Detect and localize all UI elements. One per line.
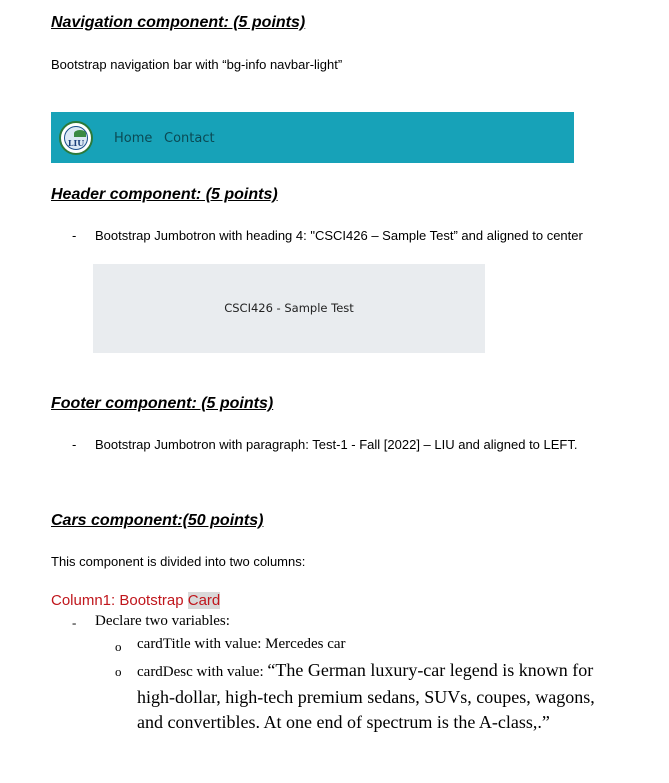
card-highlight: Card (187, 592, 221, 609)
circle-bullet: o (115, 664, 122, 679)
cars-description: This component is divided into two columns: (51, 554, 306, 569)
dash-bullet: - (72, 228, 77, 243)
dash-bullet: - (72, 615, 77, 630)
jumbotron-title: CSCI426 - Sample Test (224, 301, 354, 315)
liu-logo-icon: LIU (59, 121, 93, 155)
navigation-heading: Navigation component: (5 points) (51, 14, 306, 31)
navbar-screenshot (51, 112, 574, 163)
column1-title: Column1: Bootstrap Card (51, 592, 221, 609)
header-bullet-text: Bootstrap Jumbotron with heading 4: "CSCI426 – Sample Test” and aligned to center (95, 228, 583, 243)
footer-heading: Footer component: (5 points) (51, 395, 274, 412)
navigation-description: Bootstrap navigation bar with “bg-info navbar-light” (51, 57, 343, 72)
nav-link-contact: Contact (164, 131, 215, 146)
var2-text: cardDesc with value: “The German luxury-car legend is known for high-dollar, high-tech premium sedans, SUVs, coupes, wagons, and convertibles. At one end of spectrum is the A-class,.” (137, 660, 595, 732)
dash-bullet: - (72, 437, 77, 452)
cars-heading: Cars component:(50 points) (51, 512, 264, 529)
var1-text: cardTitle with value: Mercedes car (137, 636, 346, 652)
jumbotron-screenshot (93, 264, 485, 353)
declare-text: Declare two variables: (95, 613, 230, 629)
nav-link-home: Home (114, 131, 153, 146)
circle-bullet: o (115, 639, 122, 654)
header-heading: Header component: (5 points) (51, 186, 278, 203)
footer-bullet-text: Bootstrap Jumbotron with paragraph: Test-1 - Fall [2022] – LIU and aligned to LEFT. (95, 437, 578, 452)
